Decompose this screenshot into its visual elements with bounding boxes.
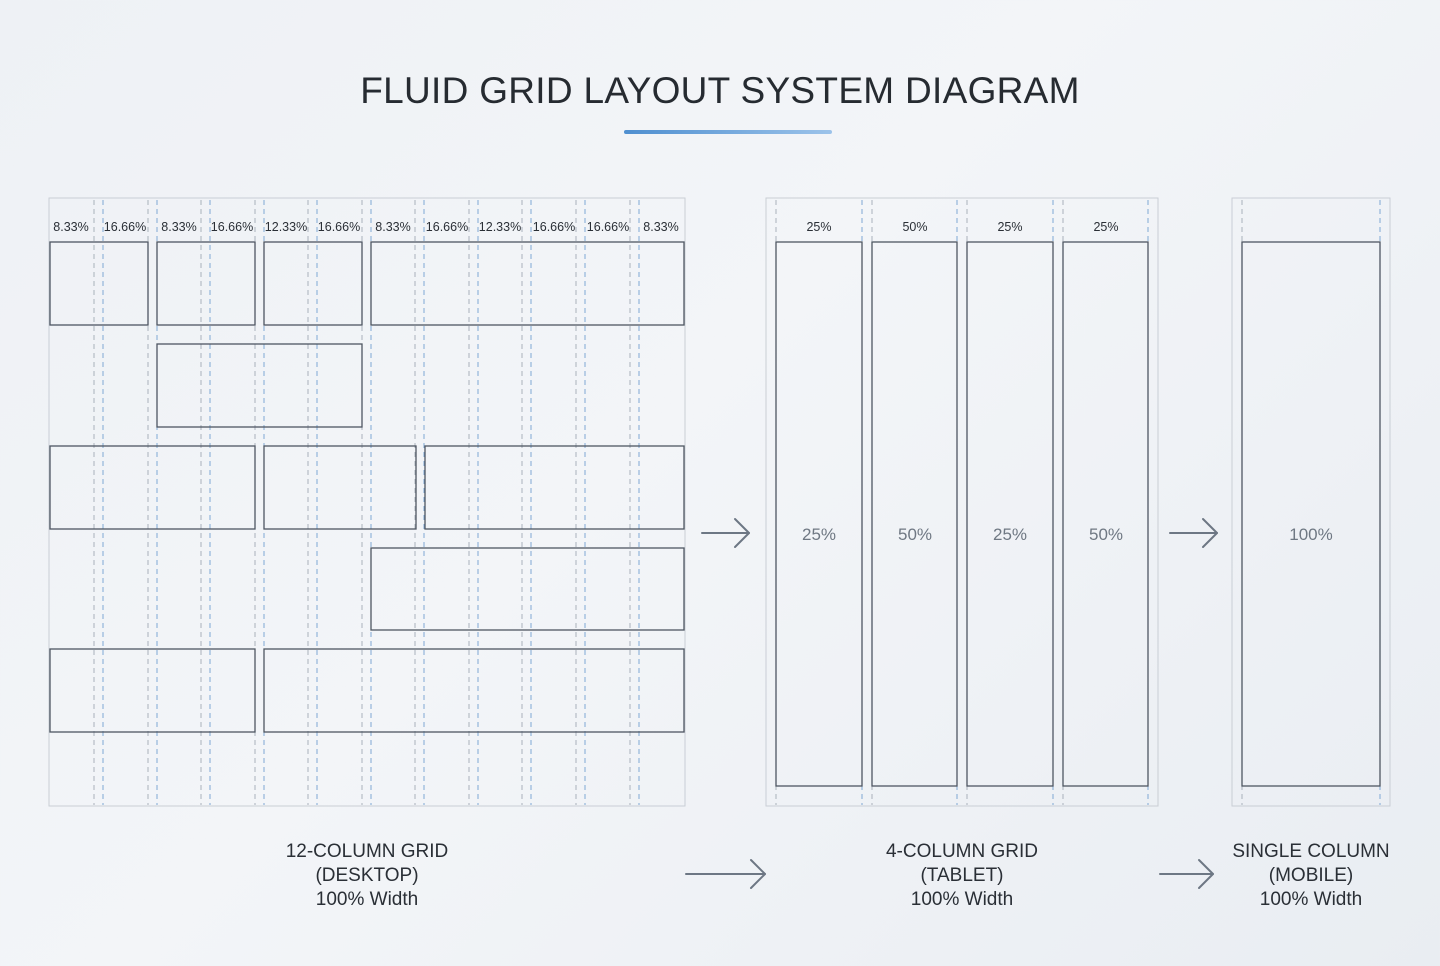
desktop-box: [264, 446, 416, 529]
desktop-box: [371, 242, 684, 325]
tablet-col-label-4: 25%: [1093, 220, 1119, 234]
desktop-caption-line-2: (DESKTOP): [315, 865, 419, 886]
desktop-col-label-7: 8.33%: [375, 220, 411, 234]
arrow-right-icon: [702, 519, 749, 547]
desktop-col-label-9: 12.33%: [478, 220, 522, 234]
mobile-box-label: 100%: [1289, 525, 1333, 544]
desktop-guides: [94, 200, 639, 805]
tablet-col-label-3: 25%: [997, 220, 1023, 234]
mobile-caption: [1161, 840, 1440, 912]
page-title: FLUID GRID LAYOUT SYSTEM DIAGRAM: [360, 70, 1080, 111]
desktop-panel: [49, 198, 685, 806]
arrow-right-icon: [1170, 519, 1217, 547]
tablet-column-labels: [806, 220, 1118, 234]
arrow-right-icon: [686, 860, 765, 888]
desktop-frame: [49, 198, 685, 806]
desktop-caption: [217, 840, 517, 912]
tablet-caption-line-3: 100% Width: [910, 889, 1014, 910]
tablet-col-label-2: 50%: [902, 220, 928, 234]
tablet-box-1: [776, 242, 862, 786]
mobile-frame: [1232, 198, 1390, 806]
desktop-col-label-1: 8.33%: [53, 220, 89, 234]
tablet-box-3: [967, 242, 1053, 786]
desktop-col-label-2: 16.66%: [103, 220, 147, 234]
desktop-caption-line-1: 12-COLUMN GRID: [285, 841, 449, 862]
desktop-col-label-8: 16.66%: [425, 220, 469, 234]
desktop-col-label-6: 16.66%: [317, 220, 361, 234]
tablet-box-label-3: 25%: [992, 525, 1028, 544]
mobile-box: [1242, 242, 1380, 786]
desktop-col-label-5: 12.33%: [264, 220, 308, 234]
desktop-col-label-10: 16.66%: [532, 220, 576, 234]
mobile-panel: [1232, 198, 1390, 806]
desktop-box: [50, 446, 255, 529]
desktop-col-label-12: 8.33%: [643, 220, 679, 234]
mobile-caption-line-2: (MOBILE): [1268, 865, 1354, 886]
tablet-frame: [766, 198, 1158, 806]
desktop-col-label-3: 8.33%: [161, 220, 197, 234]
tablet-caption-line-2: (TABLET): [920, 865, 1004, 886]
mobile-caption-line-3: 100% Width: [1259, 889, 1363, 910]
tablet-box-labels: [802, 525, 1123, 544]
tablet-box-label-1: 25%: [801, 525, 837, 544]
tablet-caption-line-1: 4-COLUMN GRID: [885, 841, 1038, 862]
desktop-box: [425, 446, 684, 529]
tablet-box-label-2: 50%: [897, 525, 933, 544]
desktop-box: [264, 649, 684, 732]
mobile-caption-line-1: SINGLE COLUMN: [1232, 841, 1390, 862]
desktop-boxes: [50, 242, 684, 732]
desktop-col-label-11: 16.66%: [586, 220, 630, 234]
tablet-box-4: [1063, 242, 1148, 786]
desktop-caption-line-3: 100% Width: [315, 889, 419, 910]
desktop-box: [264, 242, 362, 325]
desktop-col-label-4: 16.66%: [210, 220, 254, 234]
tablet-box-2: [872, 242, 957, 786]
desktop-box: [157, 344, 362, 427]
tablet-box-label-4: 50%: [1088, 525, 1124, 544]
tablet-caption: [812, 840, 1112, 912]
tablet-col-label-1: 25%: [806, 220, 832, 234]
tablet-guides: [776, 200, 1148, 805]
desktop-box: [371, 548, 684, 630]
desktop-box: [157, 242, 255, 325]
mobile-guides: [1242, 200, 1380, 805]
tablet-panel: [766, 198, 1158, 806]
desktop-box: [50, 242, 148, 325]
desktop-box: [50, 649, 255, 732]
tablet-boxes: [776, 242, 1148, 786]
